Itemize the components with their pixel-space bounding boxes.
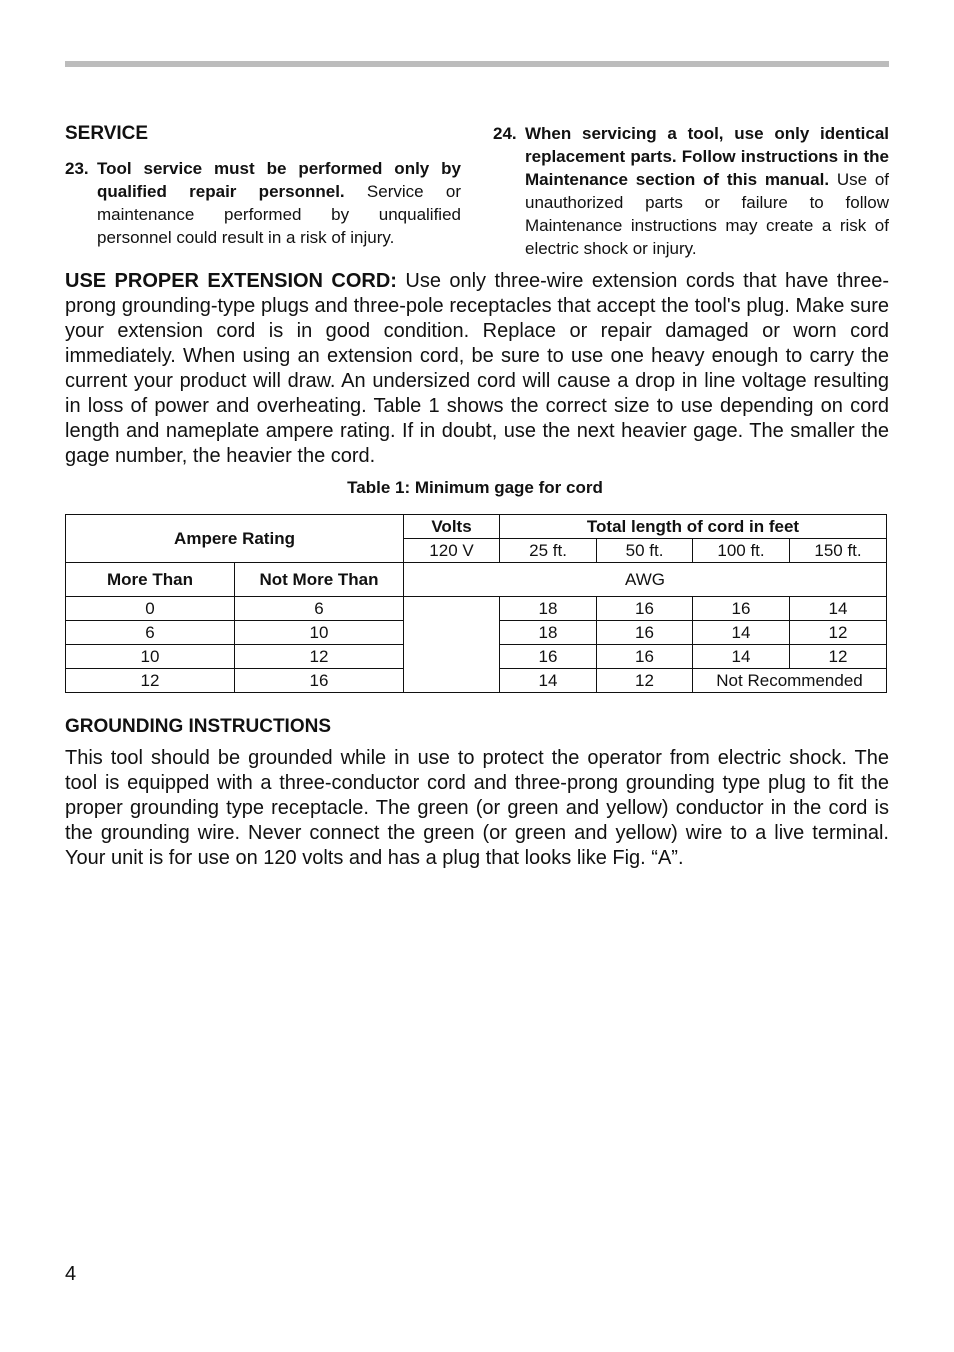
ampere-rating-header: Ampere Rating [66,515,404,563]
voltage-blank-cell [404,597,500,693]
voltage-cell: 120 V [404,539,500,563]
table-label-row [66,563,887,597]
service-heading: SERVICE [65,123,149,144]
not-more-than-cell: 16 [235,669,404,693]
service-column [65,122,461,249]
more-than-cell: 12 [66,669,235,693]
gage-cell: 14 [500,669,597,693]
more-than-cell: 6 [66,621,235,645]
table-caption: Table 1: Minimum gage for cord [347,478,603,497]
page-number: 4 [65,1263,77,1285]
gage-cell: 16 [597,645,693,669]
more-than-cell: 0 [66,597,235,621]
top-rule [65,61,889,67]
table-header-row [66,515,887,539]
not-recommended-cell: Not Recommended [693,669,887,693]
total-length-header: Total length of cord in feet [500,515,887,539]
extension-cord-text: Use only three-wire extension cords that have three-prong grounding-type plugs and three-pole receptacles that accept the tool's plug. Make sure your extension cord is in good condition. Replace or repair damaged or worn cord immediately. When using an extension cord, be sure to use one heavy enough to carry the current your product will draw. An undersized cord will cause a drop in line voltage resulting in loss of power and overheating. Table 1 shows the correct size to use depending on cord length and nameplate ampere rating. If in doubt, use the next heavier gage. The smaller the gage number, the heavier the cord. [65,270,889,467]
service-item-24 [493,122,889,260]
gage-cell: 16 [597,621,693,645]
item-number: 23. [65,159,89,178]
item-bold-text: Tool service must be performed only by qualified repair personnel. [97,159,461,201]
not-more-than-cell: 12 [235,645,404,669]
grounding-paragraph: This tool should be grounded while in use to protect the operator from electric shock. The tool is equipped with a three-conductor cord and three-prong grounding type plug to fit the proper grounding type receptacle. The green (or green and yellow) conductor in the cord is the grounding wire. Never connect the green (or green and yellow) wire to a live terminal. Your unit is for use on 120 volts and has a plug that looks like Fig. “A”. [65,747,889,869]
gage-cell: 14 [693,645,790,669]
extension-cord-lead: USE PROPER EXTENSION CORD: [65,270,397,292]
item-number: 24. [493,124,517,143]
gage-cell: 16 [500,645,597,669]
gage-table [65,514,887,693]
length-150: 150 ft. [790,539,887,563]
gage-cell: 14 [693,621,790,645]
gage-cell: 12 [790,645,887,669]
volts-header: Volts [404,515,500,539]
more-than-header: More Than [66,563,235,597]
gage-cell: 16 [693,597,790,621]
gage-cell: 12 [790,621,887,645]
not-more-than-cell: 6 [235,597,404,621]
gage-cell: 14 [790,597,887,621]
length-100: 100 ft. [693,539,790,563]
item-text: Service or maintenance performed by unqualified personnel could result in a risk of injury. [97,182,461,247]
gage-cell: 12 [597,669,693,693]
awg-header: AWG [404,563,887,597]
extension-cord-paragraph [65,269,889,469]
gage-cell: 18 [500,597,597,621]
service-item-23 [65,157,461,249]
length-25: 25 ft. [500,539,597,563]
not-more-than-cell: 10 [235,621,404,645]
length-50: 50 ft. [597,539,693,563]
table-row [66,597,887,621]
grounding-heading: GROUNDING INSTRUCTIONS [65,716,331,737]
more-than-cell: 10 [66,645,235,669]
gage-cell: 16 [597,597,693,621]
item-bold-text: When servicing a tool, use only identical replacement parts. Follow instructions in the Maintenance section of this manual. [525,124,889,189]
item-text: Use of unauthorized parts or failure to follow Maintenance instructions may create a risk of electric shock or injury. [525,170,890,258]
service-column-right [493,122,889,260]
not-more-than-header: Not More Than [235,563,404,597]
gage-cell: 18 [500,621,597,645]
